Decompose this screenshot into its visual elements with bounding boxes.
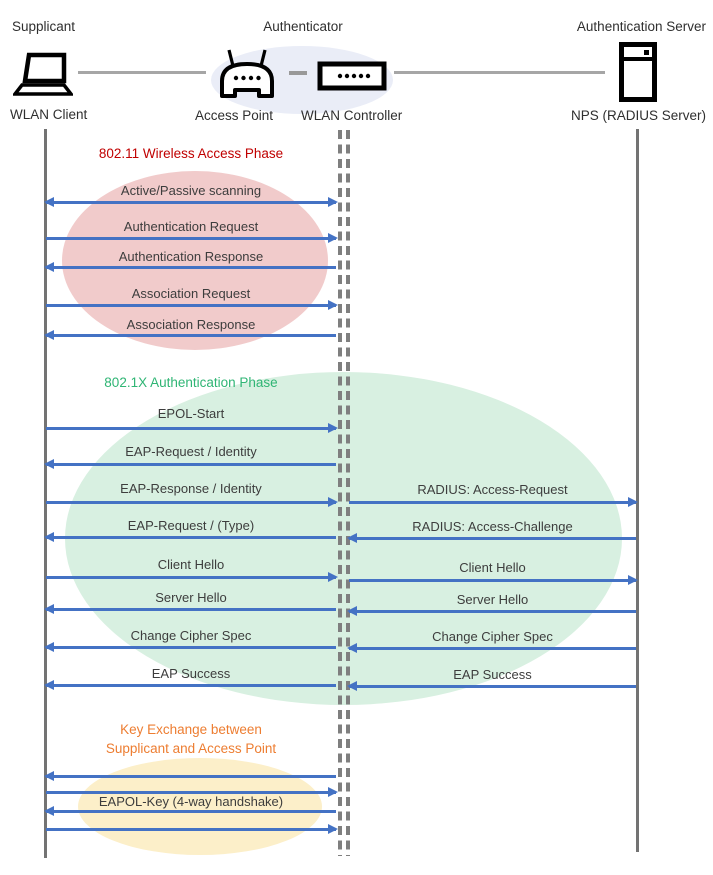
connector-client-ap xyxy=(78,71,206,74)
message-label: Active/Passive scanning xyxy=(120,183,262,198)
message-label: EAP-Request / Identity xyxy=(125,444,257,459)
message-arrow-right xyxy=(46,427,336,430)
message-label: Change Cipher Spec xyxy=(130,628,252,643)
device-label-wlan-client: WLAN Client xyxy=(10,107,88,122)
phase3-title-line1: Key Exchange between xyxy=(120,722,262,737)
connector-ap-controller xyxy=(289,71,307,75)
message-label: EAPOL-Key (4-way handshake) xyxy=(98,794,284,809)
wlan-controller-icon xyxy=(317,61,387,91)
message-arrow-right xyxy=(349,501,636,504)
message-arrow-left xyxy=(349,537,636,540)
message-label: Client Hello xyxy=(157,557,225,572)
device-label-wlan-controller: WLAN Controller xyxy=(301,108,403,123)
message-label: Authentication Response xyxy=(118,249,264,264)
message-arrow-left xyxy=(46,684,336,687)
message-label: EPOL-Start xyxy=(157,406,225,421)
message-arrow-left xyxy=(46,334,336,337)
message-arrow-right xyxy=(349,579,636,582)
message-arrow-left xyxy=(349,610,636,613)
message-arrow-right xyxy=(46,828,336,831)
message-label: EAP-Response / Identity xyxy=(120,481,262,496)
message-arrow-left xyxy=(46,646,336,649)
message-arrow-left xyxy=(46,775,336,778)
message-label: Server Hello xyxy=(456,592,529,607)
message-label: EAP Success xyxy=(453,667,532,682)
laptop-icon xyxy=(13,52,73,98)
message-label: Client Hello xyxy=(459,560,526,575)
actor-role-supplicant: Supplicant xyxy=(12,19,76,34)
phase2-title: 802.1X Authentication Phase xyxy=(104,375,278,390)
lifeline-authenticator-dashed-left xyxy=(338,130,342,856)
lifeline-radius-server xyxy=(636,129,639,852)
message-arrow-bidirectional xyxy=(46,201,336,204)
phase3-title-line2: Supplicant and Access Point xyxy=(105,741,277,756)
message-label: EAP Success xyxy=(151,666,231,681)
message-label: RADIUS: Access-Request xyxy=(417,482,568,497)
server-icon xyxy=(619,42,657,102)
message-label: RADIUS: Access-Challenge xyxy=(412,519,573,534)
message-arrow-left xyxy=(46,608,336,611)
message-label: Association Response xyxy=(126,317,256,332)
message-arrow-left xyxy=(46,810,336,813)
phase1-title: 802.11 Wireless Access Phase xyxy=(98,146,284,161)
message-arrow-right xyxy=(46,237,336,240)
message-label: EAP-Request / (Type) xyxy=(127,518,255,533)
message-arrow-left xyxy=(349,685,636,688)
message-arrow-left xyxy=(46,266,336,269)
actor-role-authentication-server: Authentication Server xyxy=(576,19,706,34)
message-arrow-left xyxy=(46,463,336,466)
message-arrow-left xyxy=(46,536,336,539)
message-arrow-left xyxy=(349,647,636,650)
message-label: Association Request xyxy=(131,286,251,301)
message-label: Change Cipher Spec xyxy=(432,629,553,644)
actor-role-authenticator: Authenticator xyxy=(263,19,343,34)
access-point-icon xyxy=(214,47,280,105)
message-arrow-right xyxy=(46,501,336,504)
message-label: Authentication Request xyxy=(123,219,259,234)
device-label-nps-radius-server: NPS (RADIUS Server) xyxy=(570,108,706,123)
connector-controller-server xyxy=(394,71,605,74)
message-label: Server Hello xyxy=(155,590,227,605)
device-label-access-point: Access Point xyxy=(194,108,274,123)
message-arrow-right xyxy=(46,304,336,307)
message-arrow-right xyxy=(46,576,336,579)
